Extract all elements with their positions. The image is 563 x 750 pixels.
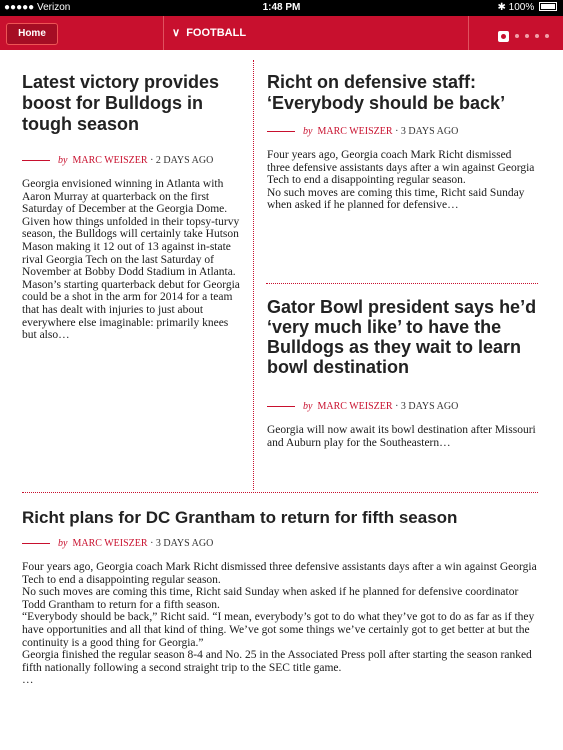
article-headline[interactable]: Richt on defensive staff: ‘Everybody should be back’ <box>267 72 506 113</box>
page-dot-active[interactable] <box>498 31 509 42</box>
article-byline: by MARC WEISZER · 3 DAYS AGO <box>267 401 537 412</box>
article-headline[interactable]: Gator Bowl president says he’d ‘very much like’ to have the Bulldogs as they wait to learn bowl destination <box>267 297 537 377</box>
battery-icon <box>539 2 557 11</box>
article-divider <box>22 492 538 493</box>
article-byline: by MARC WEISZER · 3 DAYS AGO <box>267 126 537 137</box>
article-excerpt <box>267 149 537 212</box>
excerpt-paragraph: … <box>22 674 34 687</box>
article-card[interactable] <box>267 72 537 212</box>
article-divider <box>266 283 538 284</box>
excerpt-paragraph: Georgia will now await its bowl destination after Missouri and Auburn play for the Southeastern… <box>267 424 536 449</box>
article-headline[interactable]: Latest victory provides boost for Bulldogs in tough season <box>22 72 220 134</box>
page-dot[interactable] <box>515 34 519 38</box>
byline-date: 3 DAYS AGO <box>155 538 214 549</box>
article-byline: by MARC WEISZER · 3 DAYS AGO <box>22 538 538 549</box>
article-card[interactable] <box>22 508 538 687</box>
page-dot[interactable] <box>535 34 539 38</box>
article-byline: by MARC WEISZER · 2 DAYS AGO <box>22 155 244 166</box>
section-dropdown[interactable] <box>172 26 246 39</box>
byline-by: by <box>303 401 313 412</box>
article-card[interactable] <box>267 297 537 449</box>
byline-date: 2 DAYS AGO <box>155 155 214 166</box>
section-label: FOOTBALL <box>186 27 247 39</box>
byline-by: by <box>58 538 68 549</box>
excerpt-paragraph: No such moves are coming this time, Richt said Sunday when asked if he planned for defensive… <box>267 186 525 212</box>
byline-by: by <box>58 155 68 166</box>
byline-by: by <box>303 126 313 137</box>
page-indicator[interactable] <box>492 27 549 45</box>
byline-author[interactable]: MARC WEISZER <box>317 126 393 137</box>
byline-author[interactable]: MARC WEISZER <box>317 401 393 412</box>
byline-rule <box>22 160 50 161</box>
excerpt-paragraph: Four years ago, Georgia coach Mark Richt dismissed three defensive assistants days after a win against Georgia Tech to end a disappointing regular season. <box>22 561 537 586</box>
status-time: 1:48 PM <box>262 2 301 13</box>
excerpt-paragraph: Georgia envisioned winning in Atlanta with Aaron Murray at quarterback on the first Saturday of December at the Georgia Dome. <box>22 178 228 216</box>
nav-bar <box>0 16 563 50</box>
nav-divider <box>163 16 164 50</box>
byline-author[interactable]: MARC WEISZER <box>72 538 148 549</box>
excerpt-paragraph: Given how things unfolded in their topsy-turvy season, the Bulldogs will certainly take Hutson Mason making it 12 out of 13 against in-state rival Georgia Tech on the last Saturday of November at Bobby Dodd Stadium in Atlanta. <box>22 215 240 279</box>
article-card[interactable] <box>22 72 244 342</box>
article-excerpt <box>22 561 538 687</box>
article-headline[interactable]: Richt plans for DC Grantham to return for fifth season <box>22 508 458 527</box>
byline-rule <box>267 131 295 132</box>
excerpt-paragraph: Mason’s starting quarterback debut for Georgia could be a shot in the arm for 2014 for a team that has dealt with injuries to just about everywhere else imaginable: primarily knees but also… <box>22 278 240 342</box>
battery-percent: 100% <box>508 2 535 13</box>
byline-date: 3 DAYS AGO <box>400 126 459 137</box>
nav-divider <box>468 16 469 50</box>
byline-author[interactable]: MARC WEISZER <box>72 155 148 166</box>
article-excerpt <box>267 424 537 449</box>
column-divider <box>253 60 254 490</box>
excerpt-paragraph: No such moves are coming this time, Richt said Sunday when asked if he planned for defensive coordinator Todd Grantham to return for a fifth season. <box>22 586 519 611</box>
bluetooth-icon: ✱ <box>497 2 506 13</box>
carrier-signal: ●●●●● Verizon <box>4 2 71 13</box>
excerpt-paragraph: Georgia finished the regular season 8-4 and No. 25 in the Associated Press poll after starting the season ranked fifth nationally following a second straight trip to the SEC title game. <box>22 649 532 674</box>
article-excerpt <box>22 178 244 342</box>
status-bar <box>0 0 563 16</box>
byline-date: 3 DAYS AGO <box>400 401 459 412</box>
status-right <box>497 2 557 13</box>
home-button[interactable]: Home <box>6 23 58 45</box>
page-dot[interactable] <box>525 34 529 38</box>
byline-rule <box>267 406 295 407</box>
excerpt-paragraph: Four years ago, Georgia coach Mark Richt dismissed three defensive assistants days after a win against Georgia Tech to end a disappointing regular season. <box>267 149 535 187</box>
page-dot[interactable] <box>545 34 549 38</box>
byline-rule <box>22 543 50 544</box>
chevron-down-icon: ∨ <box>172 27 181 39</box>
excerpt-paragraph: “Everybody should be back,” Richt said. “I mean, everybody’s got to do what they’ve got to do as far as if they have opportunities and all that kind of thing. We’ve got some things we’ve certainly got to get better at but the continuity is a good thing for Georgia.” <box>22 611 535 649</box>
